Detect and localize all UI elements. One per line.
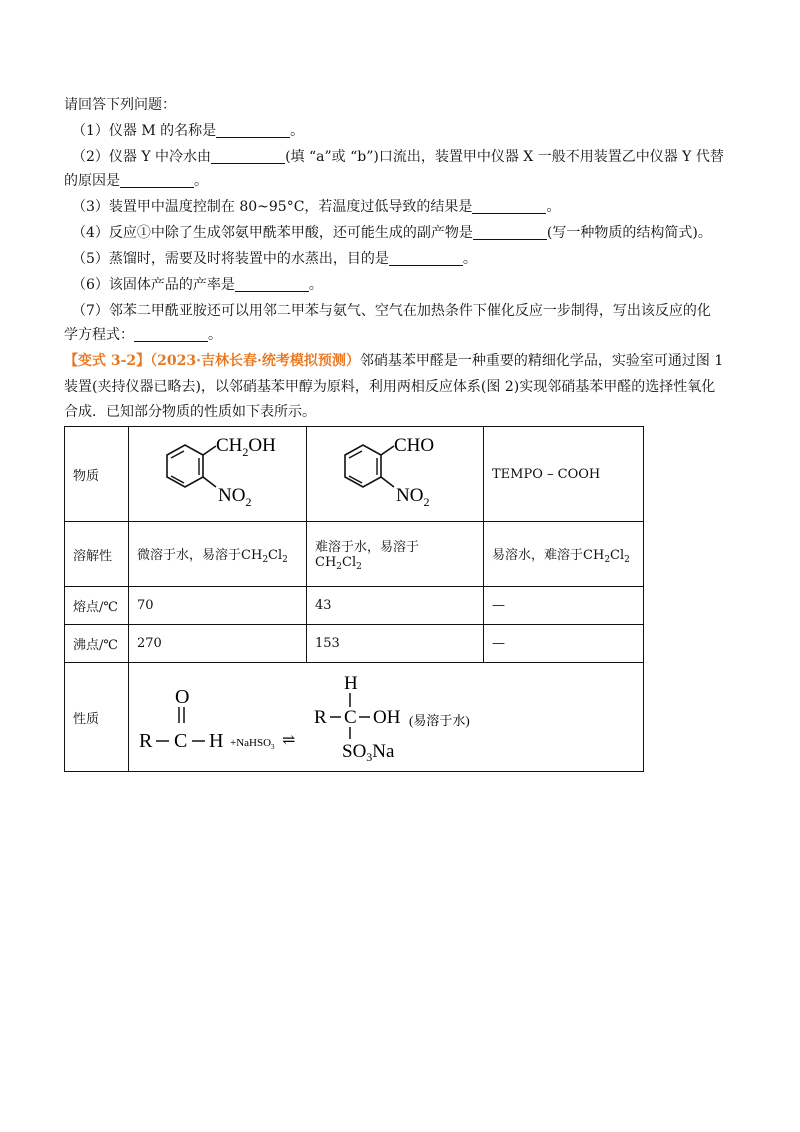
svg-text:C: C [174, 730, 188, 752]
substance-2-cell [307, 427, 484, 522]
svg-text:NO2: $NO_2$ [396, 485, 430, 509]
row-label-boiling: 沸点/℃ [65, 625, 129, 663]
row-label-substance: 物质 [65, 427, 129, 522]
question-2: （2）仪器 Y 中冷水由 (填 “a”或 “b”)口流出，装置甲中仪器 X 一般不用装置乙中仪器 Y 代替 [72, 149, 724, 165]
svg-text:H: H [344, 673, 358, 694]
row-label-solubility: 溶解性 [65, 522, 129, 587]
question-7: （7）邻苯二甲酰亚胺还可以用邻二甲苯与氨气、空气在加热条件下催化反应一步制得，写出该反应的化 [72, 303, 711, 319]
variant-line-2: 装置(夹持仪器已略去)，以邻硝基苯甲醇为原料，利用两相反应体系(图 2)实现邻硝基苯甲醛的选择性氧化 [64, 379, 716, 395]
svg-text:(易溶于水): (易溶于水) [409, 713, 470, 728]
boiling-3: — [484, 625, 644, 663]
question-6: （6）该固体产品的产率是 。 [72, 277, 323, 293]
question-1: （1）仪器 M 的名称是 。 [72, 123, 305, 139]
svg-text:O: O [175, 686, 190, 708]
boiling-2: 153 [307, 625, 484, 663]
melting-1: 70 [129, 587, 307, 625]
question-3: （3）装置甲中温度控制在 80~95°C，若温度过低导致的结果是 。 [72, 199, 561, 215]
svg-text:R: R [314, 707, 327, 728]
svg-text:C: C [344, 707, 357, 728]
answer-blank-3[interactable] [472, 199, 546, 214]
variant-tag: 【变式 3-2】（2023·吉林长春·统考模拟预测） [64, 353, 360, 369]
boiling-1: 270 [129, 625, 307, 663]
question-7-cont: 学方程式： 。 [64, 327, 222, 343]
intro-line: 请回答下列问题： [64, 97, 176, 113]
answer-blank-4[interactable] [473, 225, 547, 240]
question-2-cont: 的原因是 。 [64, 173, 208, 189]
answer-blank-7[interactable] [134, 327, 208, 342]
row-label-melting: 熔点/℃ [65, 587, 129, 625]
substance-1-cell [129, 427, 307, 522]
melting-2: 43 [307, 587, 484, 625]
o-nitrobenzyl-alcohol-structure [137, 427, 297, 517]
row-label-property: 性质 [65, 663, 129, 772]
melting-3: — [484, 587, 644, 625]
answer-blank-6[interactable] [235, 277, 309, 292]
table-row [65, 427, 644, 522]
table-row [65, 625, 644, 663]
svg-text:OH: OH [373, 707, 401, 728]
svg-text:+NaHSO3: +NaHSO$_3$ [230, 737, 275, 751]
question-4: （4）反应①中除了生成邻氨甲酰苯甲酸，还可能生成的副产物是 (写一种物质的结构简式)。 [72, 225, 712, 241]
solubility-2: 难溶于水，易溶于 $CH_2Cl_2$ [307, 522, 484, 587]
answer-blank-2b[interactable] [120, 173, 194, 188]
svg-text:H: H [209, 730, 224, 752]
reaction-cell [129, 663, 644, 772]
answer-blank-5[interactable] [389, 251, 463, 266]
o-nitrobenzaldehyde-structure [315, 427, 475, 517]
bisulfite-addition-reaction [129, 663, 639, 767]
variant-heading: 【变式 3-2】（2023·吉林长春·统考模拟预测）邻硝基苯甲醛是一种重要的精细化学品，实验室可通过图 1 [64, 353, 724, 369]
solubility-1: 微溶于水，易溶于$CH_2Cl_2$ [129, 522, 307, 587]
svg-text:R: R [139, 730, 153, 752]
svg-text:SO3Na: $SO_3Na$ [342, 741, 395, 764]
properties-table [64, 426, 644, 772]
question-5: （5）蒸馏时，需要及时将装置中的水蒸出，目的是 。 [72, 251, 477, 267]
solubility-3: 易溶水，难溶于$CH_2Cl_2$ [484, 522, 644, 587]
svg-text:CH2OH: $CH_2OH$ [216, 435, 276, 459]
substance-3-cell: TEMPO – COOH [484, 427, 644, 522]
svg-text:⇌: ⇌ [282, 732, 296, 749]
svg-text:CHO: CHO [394, 435, 435, 456]
answer-blank-1[interactable] [216, 123, 290, 138]
table-row [65, 663, 644, 772]
table-row [65, 522, 644, 587]
table-row [65, 587, 644, 625]
answer-blank-2a[interactable] [211, 149, 285, 164]
variant-line-3: 合成．已知部分物质的性质如下表所示。 [64, 404, 316, 420]
svg-text:NO2: $NO_2$ [218, 485, 252, 509]
